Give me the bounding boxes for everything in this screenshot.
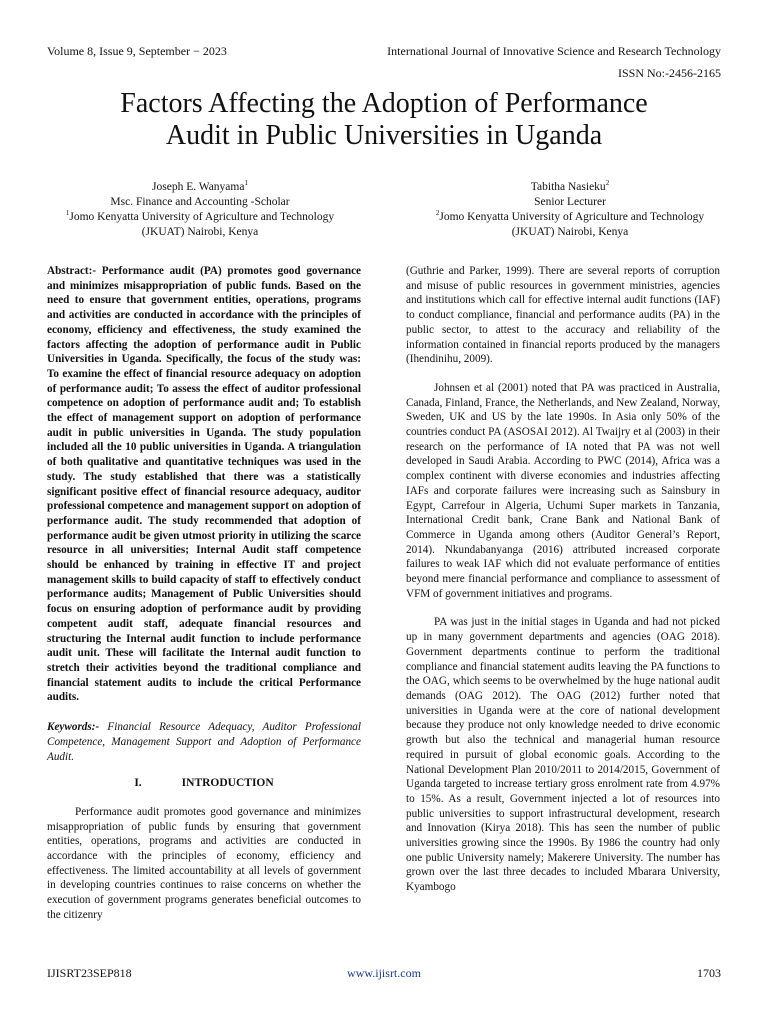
author-location: (JKUAT) Nairobi, Kenya [141,226,259,238]
section-heading-introduction [47,776,361,791]
author-affiliation: Jomo Kenyatta University of Agriculture and Technology [69,211,335,223]
paragraph-johnsen: Johnsen et al (2001) noted that PA was practiced in Australia, Canada, Finland, France, the Netherlands, and New Zealand, Norway, Sweden, UK and US by the late 1990s. In Asia only 50% of the countries conduct PA (ASOSAI 2012). Al Twaijry et al (2003) in their research on the performance of IA noted that PA was not well developed in Saudi Arabia. According to PWC (2014), Africa was a complex continent with diverse economies and industries affecting IAFs and corporate failures were increasing such as Sainsbury in Egypt, Carrefour in Algeria, Uchumi Super markets in Tanzania, International Credit bank, Crane Bank and National Bank of Commerce in Uganda among others (Auditor General’s Report, 2014). Nkundabanyanga (2016) attributed increased corporate failures to weak IAF which did not evaluate performance of entities beyond mere financial performance and compliance to assessment of VFM of government initiatives and programs. [406,381,720,600]
section-number: I. [134,777,142,790]
author-role: Senior Lecturer [534,196,606,208]
intro-paragraph-1: Performance audit promotes good governance and minimizes misappropriation of public funds by ensuring that government entities, operations, programs and activities are conducted in accordance with the principles of economy, efficiency and effectiveness. The limited accountability at all levels of government in developing countries continues to raise concerns on whether the execution of government programs generates beneficial outcomes to the citizenry [47,805,361,921]
author-name: Joseph E. Wanyama [152,181,245,193]
footer-paper-id: IJISRT23SEP818 [47,966,132,980]
section-title: INTRODUCTION [181,777,274,790]
affil-sup: 2 [435,209,440,218]
author-block-1 [50,180,350,240]
title-line-2: Audit in Public Universities in Uganda [165,120,603,151]
keywords-text: Financial Resource Adequacy, Auditor Professional Competence, Management Support and Adoption of Performance Audit. [47,721,362,763]
left-column [47,264,361,923]
affil-sup: 1 [65,209,70,218]
right-column [406,264,720,895]
title-line-1: Factors Affecting the Adoption of Performance [120,88,648,119]
header-volume: Volume 8, Issue 9, September − 2023 [47,44,227,58]
footer-website-link[interactable]: www.ijisrt.com [347,966,421,980]
author-affiliation: Jomo Kenyatta University of Agriculture and Technology [439,211,705,223]
abstract: Abstract:- Performance audit (PA) promotes good governance and minimizes misappropriation of public funds. Based on the need to ensure that government entities, operations, programs and activities are conducted in accordance with the principles of economy, efficiency and effectiveness, the study examined the factors affecting the adoption of performance audit in Public Universities in Uganda. Specifically, the focus of the study was: To examine the effect of financial resource adequacy on adoption of performance audit; To assess the effect of auditor professional competence on adoption of performance audit and; To establish the effect of management support on adoption of performance audit in public universities in Uganda. The study population included all the 10 public universities in Uganda. A triangulation of both qualitative and quantitative techniques was used in the study. The study established that there was a statistically significant positive effect of financial resource adequacy, auditor professional competence and management support on adoption of performance audit. The study recommended that adoption of performance audit be given utmost priority in utilizing the scarce resource in all universities; Internal Audit staff competence should be enhanced by training in effective IT and project management skills to build capacity of staff to effectively conduct performance audits; Management of Public Universities should focus on ensuring adoption of performance audit by providing competent audit staff, adequate financial resources and structuring the Internal audit function to include performance audit unit. These will facilitate the Internal audit function to stretch their activities beyond the traditional compliance and financial statement audits to include the critical Performance audits. [47,265,361,704]
author-location: (JKUAT) Nairobi, Kenya [511,226,629,238]
paragraph-continuation: (Guthrie and Parker, 1999). There are several reports of corruption and misuse of public resources in government ministries, agencies and institutions which call for effective internal audit functions (IAF) to conduct compliance, financial and performance audits (PA) in the public sector, to attest to the accuracy and reliability of the information contained in financial reports produced by the managers (Ihendinihu, 2009). [406,265,720,366]
header-journal: International Journal of Innovative Science and Research Technology [387,44,721,58]
paper-title [40,88,728,152]
header-issn: ISSN No:-2456-2165 [617,66,721,80]
author-sup: 1 [244,179,248,188]
keywords-label: Keywords:- [47,721,100,734]
author-role: Msc. Finance and Accounting -Scholar [110,196,290,208]
author-block-2 [420,180,720,240]
author-name: Tabitha Nasieku [530,181,606,193]
keywords [47,720,361,764]
footer-page-number: 1703 [697,966,721,980]
paragraph-pa-uganda: PA was just in the initial stages in Uganda and had not picked up in many government departments and agencies (OAG 2018). Government departments continue to perform the traditional compliance and financial statement audits leaving the PA functions to the OAG, which seems to be overwhelmed by the huge national audit demands (OAG 2012). The OAG (2012) further noted that universities in Uganda were at the core of national development because they produce not only knowledge needed to drive economic growth but also the technical and managerial human resource required in pursuit of global economic goals. According to the National Development Plan 2010/2011 to 2014/2015, Government of Uganda targeted to increase tertiary gross enrolment rate from 4.97% to 15%. As a result, Government injected a lot of resources into public universities to support infrastructural development, research and Innovation (Kirya 2018). This has seen the number of public universities growing since the 1990s. By 1986 the country had only one public University namely; Makerere University. The number has grown over the last three decades to included Mbarara University, Kyambogo [406,616,720,894]
author-sup: 2 [605,179,610,188]
